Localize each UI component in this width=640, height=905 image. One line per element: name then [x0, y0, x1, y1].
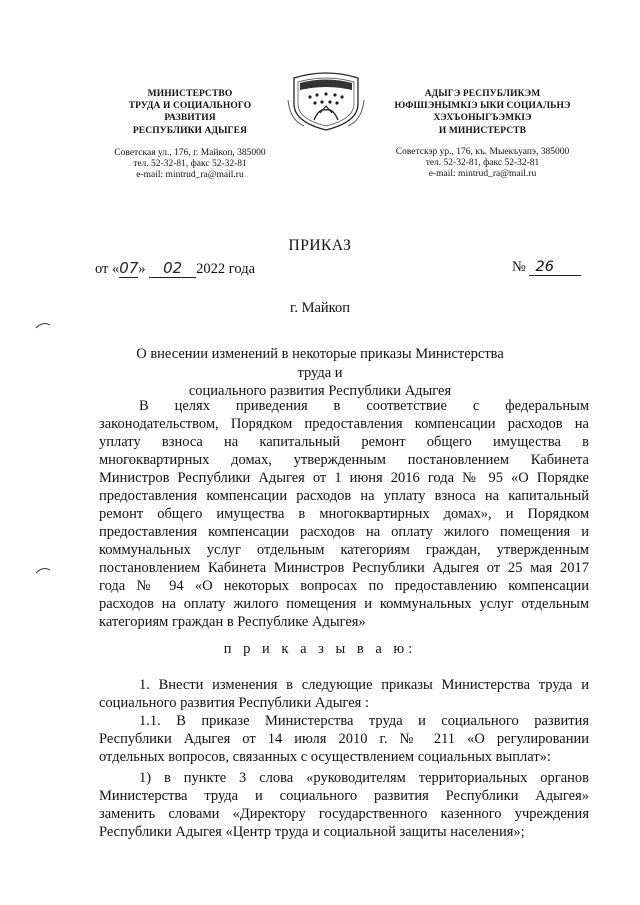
order-day: 07 [119, 259, 139, 277]
ministry-name-adyghe: АДЫГЭ РЕСПУБЛИКЭМ ЮФШІЭНЫМКІЭ ЫКИ СОЦИАЛЬНЭ ХЭХЪОНЫГЪЭМКІЭ И МИНИСТЕРСТВ [394, 89, 571, 136]
document-page: МИНИСТЕРСТВО ТРУДА И СОЦИАЛЬНОГО РАЗВИТИЯ РЕСПУБЛИКИ АДЫГЕЯ Советская ул., 176, г. Майкоп, 385000 тел. 52-32-81, факс 52-32-81 e-mail: mintrud_ra@mail.ru АДЫГЭ РЕСПУБЛИКЭМ ЮФШІЭНЫМКІЭ ЫКИ СОЦИАЛЬНЭ ХЭХЪОНЫГЪЭМКІЭ И МИНИСТЕРСТВ Советскэр ур., 176, къ. Мыекъуапэ, 385000 тел. 52-32-81, факс 52-32-81 e-mail: mintrud_ra@mail.ru ПРИКАЗ от «07» 02 2022 года № 26 г. Майкоп О внесении изменений в некоторые приказы Министерства труда и социального развития Республики Адыгея В целях приведения в соответствие с федеральным законодательством, Порядком предоставления компенсации расходов на уплату взноса на капитальный ремонт общего имущества в многоквартирных домах, утвержденным постановлением Кабинета Министров Республики Адыгея от 1 июня 2016 года № 95 «О Порядке предоставления компенсации расходов на уплату взноса на капитальный ремонт общего имущества в многоквартирных домах», и Порядком предоставления компенсации расходов на оплату жилого помещения и коммунальных услуг отдельным категориям граждан, утвержденным постановлением Кабинета Министров Республики Адыгея от 25 мая 2017 года № 94 «О некоторых вопросах по предоставлению компенсации расходов на оплату жилого помещения и коммунальных услуг отдельным категориям граждан в Республике Адыгея» п р и к а з ы в а ю: 1. Внести изменения в следующие приказы Министерства труда и социального развития Республики Адыгея : 1.1. В приказе Министерства труда и социального развития Республики Адыгея от 14 июля 2010 г. № 211 «О регулировании отдельных вопросов, связанных с осуществлением социальных выплат»: 1) в пункте 3 слова «руководителям территориальных органов Министерства труда и социального развития Республики Адыгея» заменить словами «Директору государственного казенного учреждения Республики Адыгея «Центр труда и социальной защиты населения»; [0, 0, 640, 905]
ministry-header-russian [95, 88, 285, 182]
ministry-address-adyghe: Советскэр ур., 176, къ. Мыекъуапэ, 385000 тел. 52-32-81, факс 52-32-81 e-mail: mintrud_ra@mail.ru [395, 146, 570, 180]
coat-of-arms-icon [286, 70, 366, 132]
order-number: № 26 [512, 259, 581, 276]
document-title: ПРИКАЗ [288, 237, 352, 254]
scan-mark [35, 320, 51, 330]
city: г. Майкоп [290, 300, 350, 316]
ministry-header-adyghe [375, 88, 590, 181]
ministry-address-russian: Советская ул., 176, г. Майкоп, 385000 тел. 52-32-81, факс 52-32-81 e-mail: mintrud_ra@mail.ru [114, 147, 266, 181]
ministry-name-russian: МИНИСТЕРСТВО ТРУДА И СОЦИАЛЬНОГО РАЗВИТИЯ РЕСПУБЛИКИ АДЫГЕЯ [128, 89, 252, 136]
order-month: 02 [149, 259, 196, 278]
order-subject: О внесении изменений в некоторые приказы Министерства труда и социального развития Республики Адыгея [136, 346, 504, 399]
scan-mark [35, 565, 51, 575]
order-verb: п р и к а з ы в а ю: [223, 641, 417, 657]
order-date: от «07» 02 2022 года [95, 259, 256, 277]
order-number-value: 26 [529, 259, 581, 276]
